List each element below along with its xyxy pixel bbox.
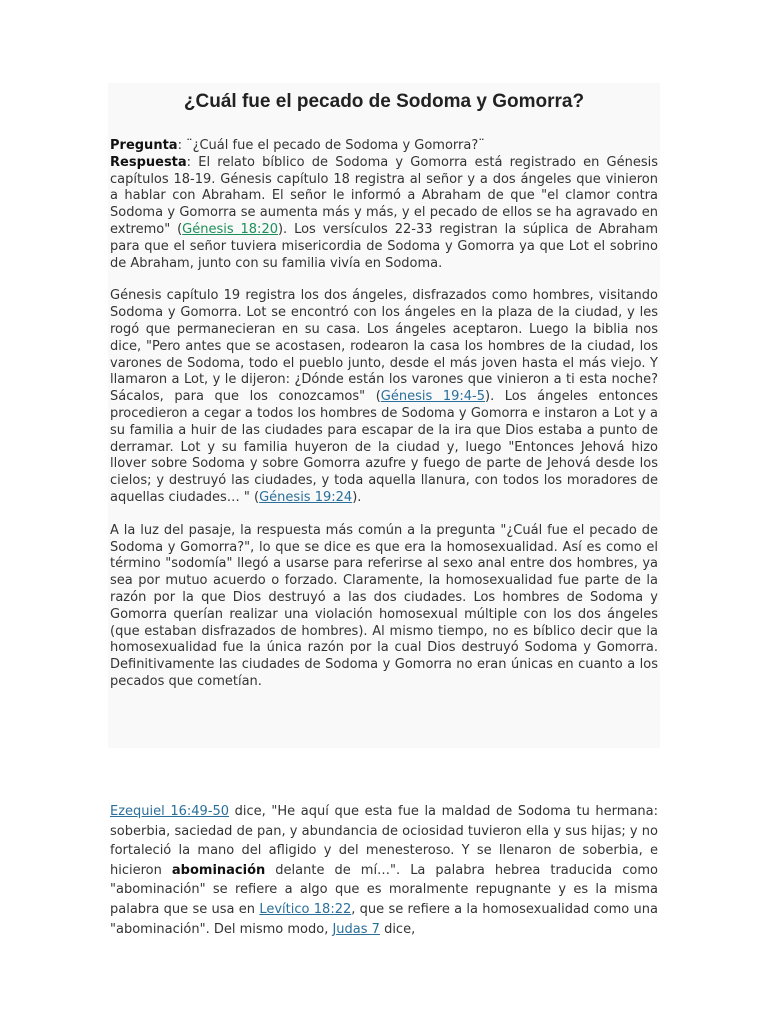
respuesta-label: Respuesta xyxy=(110,154,187,170)
paragraph-text: : El relato bíblico de Sodoma y Gomorra está registrado en Génesis capítulos 18-19. Génesis capítulo 18 registra al señor y a dos ángeles que vinieron a hablar con Abraham. El señor le informó a Abraham de que "el clamor contra Sodoma y Gomorra se aumenta más y más, y el pecado de ellos se ha agravado en extremo" ( xyxy=(110,154,658,237)
pregunta-text: : ¨¿Cuál fue el pecado de Sodoma y Gomorra?¨ xyxy=(177,138,485,153)
paragraph-2 xyxy=(110,288,658,506)
link-levitico-18-22[interactable]: Levítico 18:22 xyxy=(259,901,352,917)
link-genesis-19-24[interactable]: Génesis 19:24 xyxy=(259,489,353,505)
paragraph-text: ). Los versículos 22-33 registran la súplica de Abraham para que el señor tuviera misericordia de Sodoma y Gomorra ya que Lot el sobrino de Abraham, junto con su familia vivía en Sodoma. xyxy=(110,221,658,271)
paragraph-text: ). Los ángeles entonces procedieron a cegar a todos los hombres de Sodoma y Gomorra e instaron a Lot y a su familia a huir de las ciudades para escapar de la ira que Dios estaba a punto de derramar. Lot y su familia huyeron de la ciudad y, luego "Entonces Jehová hizo llover sobre Sodoma y sobre Gomorra azufre y fuego de parte de Jehová desde los cielos; y destruyó las ciudades, y toda aquella llanura, con todos los moradores de aquellas ciudades… " ( xyxy=(110,389,658,505)
paragraph-text: dice, "He aquí que esta fue la maldad de Sodoma tu hermana: soberbia, saciedad de pan, y abundancia de ociosidad tuvieron ella y sus hijas; y no fortaleció la mano del afligido y del menesteroso. Y se llenaron de soberbia, e hicieron xyxy=(110,804,658,878)
link-genesis-19-4-5[interactable]: Génesis 19:4-5 xyxy=(380,389,485,405)
paragraph-text: ). xyxy=(352,489,362,505)
paragraph-1 xyxy=(110,138,658,272)
page-title: ¿Cuál fue el pecado de Sodoma y Gomorra? xyxy=(183,91,585,112)
link-judas-7[interactable]: Judas 7 xyxy=(332,921,380,937)
link-ezequiel-16-49-50[interactable]: Ezequiel 16:49-50 xyxy=(110,804,230,819)
lower-text xyxy=(110,802,658,939)
article-box xyxy=(108,83,660,748)
link-genesis-18-20[interactable]: Génesis 18:20 xyxy=(182,221,278,237)
bold-abominacion: abominación xyxy=(171,862,266,878)
article-body xyxy=(110,138,658,707)
paragraph-text: , que se refiere a la homosexualidad como una "abominación". Del mismo modo, xyxy=(110,901,659,937)
paragraph-text: Génesis capítulo 19 registra los dos ángeles, disfrazados como hombres, visitando Sodoma y Gomorra. Lot se encontró con los ángeles en la plaza de la ciudad, y les rogó que permanecieran en su casa. Los ángeles aceptaron. Luego la biblia nos dice, "Pero antes que se acostasen, rodearon la casa los hombres de la ciudad, los varones de Sodoma, todo el pueblo junto, desde el más joven hasta el más viejo. Y llamaron a Lot, y le dijeron: ¿Dónde están los varones que vinieron a ti esta noche? Sácalos, para que los conozcamos" ( xyxy=(110,288,658,405)
paragraph-text: dice, xyxy=(379,921,416,937)
pregunta-label: Pregunta xyxy=(110,138,178,153)
paragraph-text: delante de mí…". La palabra hebrea traducida como "abominación" se refiere a algo que es moralmente repugnante y es la misma palabra que se usa en xyxy=(110,862,658,917)
paragraph-3: A la luz del pasaje, la respuesta más común a la pregunta "¿Cuál fue el pecado de Sodoma y Gomorra?", lo que se dice es que era la homosexualidad. Así es como el término "sodomía" llegó a usarse para referirse al sexo anal entre dos hombres, ya sea por mutuo acuerdo o forzado. Claramente, la homosexualidad fue parte de la razón por la que Dios destruyó a las dos ciudades. Los hombres de Sodoma y Gomorra querían realizar una violación homosexual múltiple con los dos ángeles (que estaban disfrazados de hombres). Al mismo tiempo, no es bíblico decir que la homosexualidad fue la única razón por la cual Dios destruyó Sodoma y Gomorra. Definitivamente las ciudades de Sodoma y Gomorra no eran únicas en cuanto a los pecados que cometían. xyxy=(110,522,658,689)
paragraph-4 xyxy=(110,802,658,939)
